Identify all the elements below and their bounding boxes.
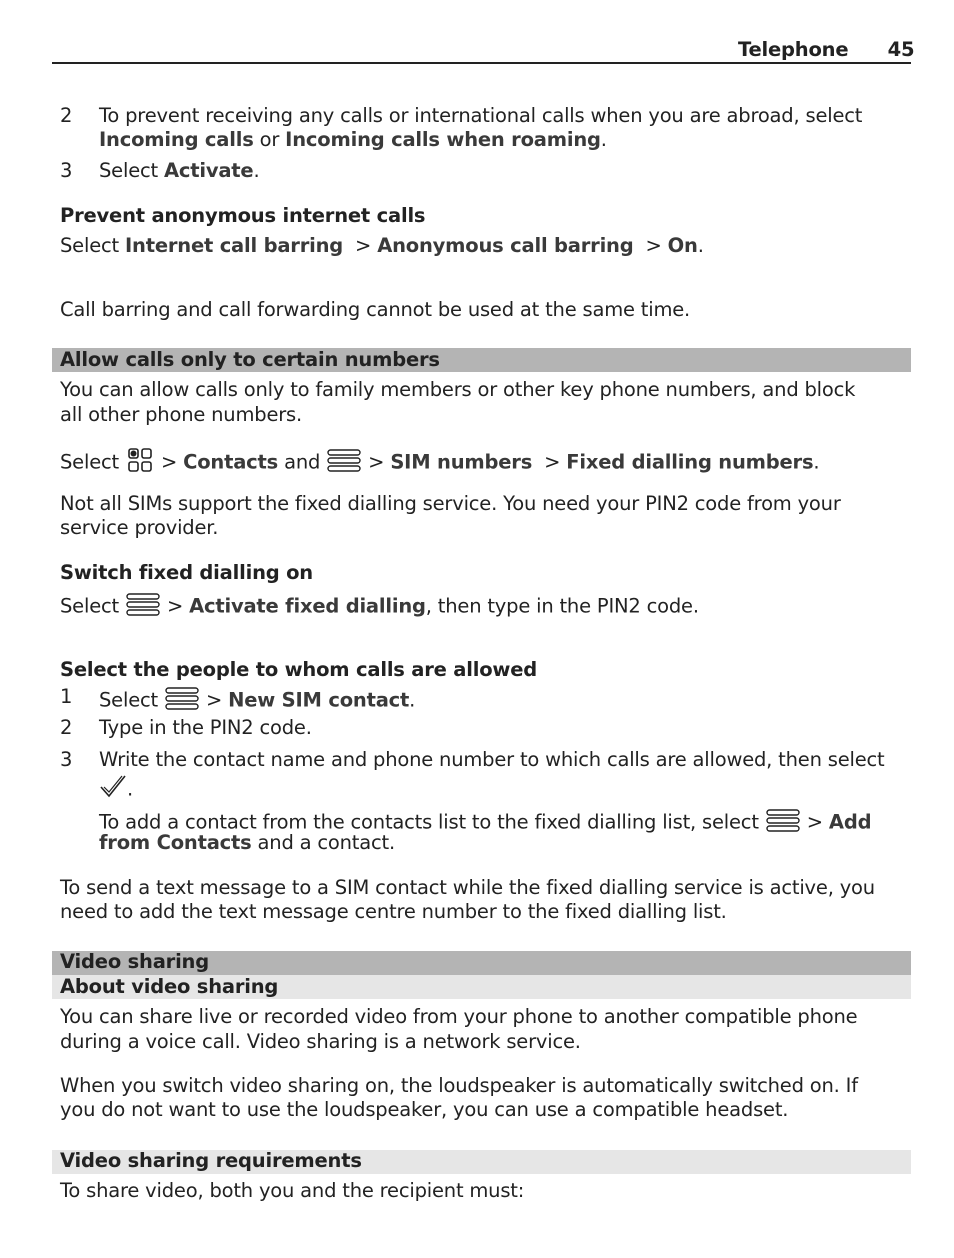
step-number: 3 xyxy=(60,159,73,182)
header-section: Telephone xyxy=(738,38,849,61)
step-text: . xyxy=(99,774,133,806)
menu-icon xyxy=(127,447,153,479)
subsection-heading: Video sharing requirements xyxy=(60,1149,362,1172)
checkmark-icon xyxy=(99,774,127,806)
paragraph-line: need to add the text message centre number to the fixed dialling list. xyxy=(60,900,727,923)
subsection-heading: About video sharing xyxy=(60,975,279,998)
step-text: Select > New SIM contact. xyxy=(99,685,415,717)
step-text: Select Activate. xyxy=(99,159,260,182)
options-icon xyxy=(326,447,362,479)
section-heading: Video sharing xyxy=(60,950,209,973)
header-rule xyxy=(52,62,911,64)
option-incoming-calls-roaming: Incoming calls when roaming xyxy=(285,128,601,151)
running-header xyxy=(738,38,914,62)
options-icon xyxy=(164,685,200,717)
paragraph-line: service provider. xyxy=(60,516,219,539)
paragraph-line: When you switch video sharing on, the loudspeaker is automatically switched on. If xyxy=(60,1074,858,1097)
paragraph-line: all other phone numbers. xyxy=(60,403,303,426)
option-activate: Activate xyxy=(163,159,254,182)
step-number: 2 xyxy=(60,716,73,739)
paragraph-line: you do not want to use the loudspeaker, you can use a compatible headset. xyxy=(60,1098,789,1121)
options-icon xyxy=(125,591,161,623)
subheading: Switch fixed dialling on xyxy=(60,561,313,584)
section-heading: Allow calls only to certain numbers xyxy=(60,348,440,371)
step-number: 3 xyxy=(60,748,73,771)
page-number: 45 xyxy=(887,38,915,61)
paragraph-line: You can allow calls only to family members or other key phone numbers, and block xyxy=(60,378,856,401)
paragraph-line: To share video, both you and the recipient must: xyxy=(60,1179,525,1202)
step-text: To prevent receiving any calls or international calls when you are abroad, select xyxy=(99,104,863,127)
subheading: Select the people to whom calls are allowed xyxy=(60,658,538,681)
paragraph-line: Not all SIMs support the fixed dialling service. You need your PIN2 code from your xyxy=(60,492,841,515)
paragraph-line: To send a text message to a SIM contact while the fixed dialling service is active, you xyxy=(60,876,875,899)
step-subtext: To add a contact from the contacts list to the fixed dialling list, select > Add xyxy=(99,807,871,839)
step-number: 1 xyxy=(60,685,73,708)
subheading: Prevent anonymous internet calls xyxy=(60,204,426,227)
step-subtext: from Contacts and a contact. xyxy=(99,831,395,854)
instruction: Select Internet call barring > Anonymous call barring > On. xyxy=(60,234,704,257)
paragraph-line: You can share live or recorded video from your phone to another compatible phone xyxy=(60,1005,858,1028)
instruction: Select > Activate fixed dialling, then type in the PIN2 code. xyxy=(60,591,699,623)
options-icon xyxy=(765,807,801,839)
step-text: Incoming calls or Incoming calls when roaming. xyxy=(99,128,607,151)
step-number: 2 xyxy=(60,104,73,127)
note: Call barring and call forwarding cannot be used at the same time. xyxy=(60,298,691,321)
instruction: Select > Contacts and > SIM numbers > Fixed dialling numbers. xyxy=(60,447,819,479)
step-text: Type in the PIN2 code. xyxy=(99,716,312,739)
paragraph-line: during a voice call. Video sharing is a network service. xyxy=(60,1030,581,1053)
step-text: Write the contact name and phone number to which calls are allowed, then select xyxy=(99,748,885,771)
option-incoming-calls: Incoming calls xyxy=(99,128,254,151)
